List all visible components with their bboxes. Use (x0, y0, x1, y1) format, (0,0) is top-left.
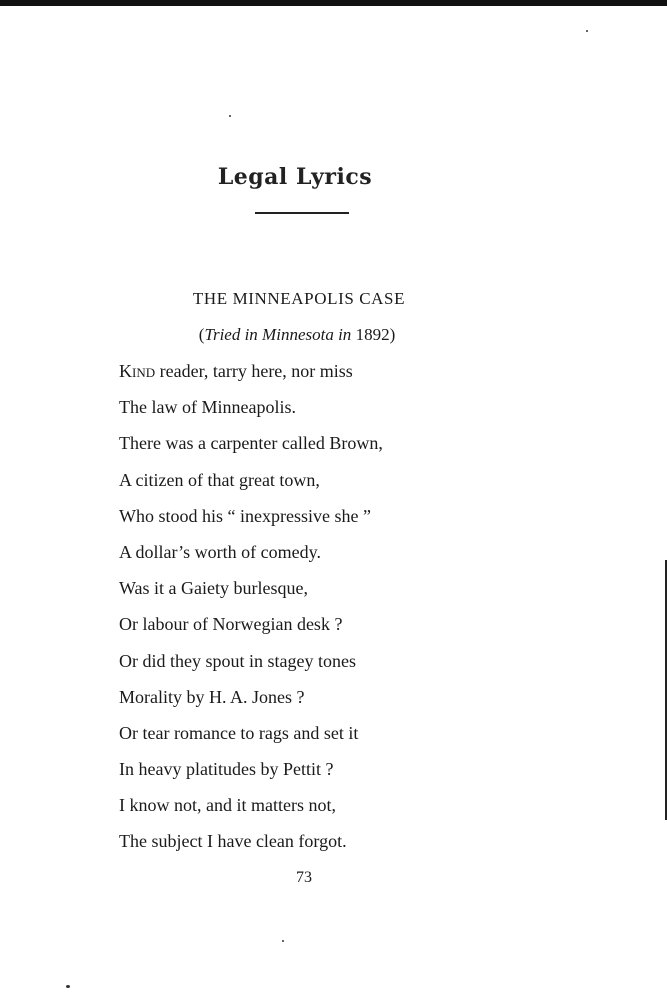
scan-speck (282, 940, 284, 942)
scan-speck (229, 115, 231, 117)
poem-line: A citizen of that great town, (119, 469, 320, 490)
poem-line: A dollar’s worth of comedy. (119, 541, 321, 562)
scan-speck (66, 985, 70, 988)
poem-line: The subject I have clean forgot. (119, 831, 347, 852)
poem-line: Or labour of Norwegian desk ? (119, 614, 343, 635)
poem-line: The law of Minneapolis. (119, 397, 296, 418)
poem-subtitle (0, 325, 594, 345)
poem-dropword: Kind (119, 361, 156, 381)
poem-line: In heavy platitudes by Pettit ? (119, 759, 334, 780)
subtitle-italic: Tried in Minnesota in (204, 325, 352, 344)
poem-line: Was it a Gaiety burlesque, (119, 578, 308, 599)
subtitle-open-paren: ( (198, 325, 205, 344)
subtitle-year: 1892) (351, 325, 396, 344)
poem-line (119, 358, 383, 394)
poem-body (119, 358, 383, 865)
poem-line-rest: reader, tarry here, nor miss (155, 361, 353, 381)
poem-line: Or did they spout in stagey tones (119, 650, 356, 671)
poem-line: There was a carpenter called Brown, (119, 433, 383, 454)
poem-title: THE MINNEAPOLIS CASE (192, 289, 406, 308)
scan-speck (586, 30, 588, 32)
scan-top-border (0, 0, 667, 6)
page-number: 73 (296, 869, 312, 886)
running-head: Legal Lyrics (217, 164, 373, 190)
running-head-rule (255, 212, 349, 214)
poem-line: Who stood his “ inexpressive she ” (119, 505, 371, 526)
poem-line: Or tear romance to rags and set it (119, 722, 359, 743)
poem-line: Morality by H. A. Jones ? (119, 686, 305, 707)
poem-line: I know not, and it matters not, (119, 795, 336, 816)
